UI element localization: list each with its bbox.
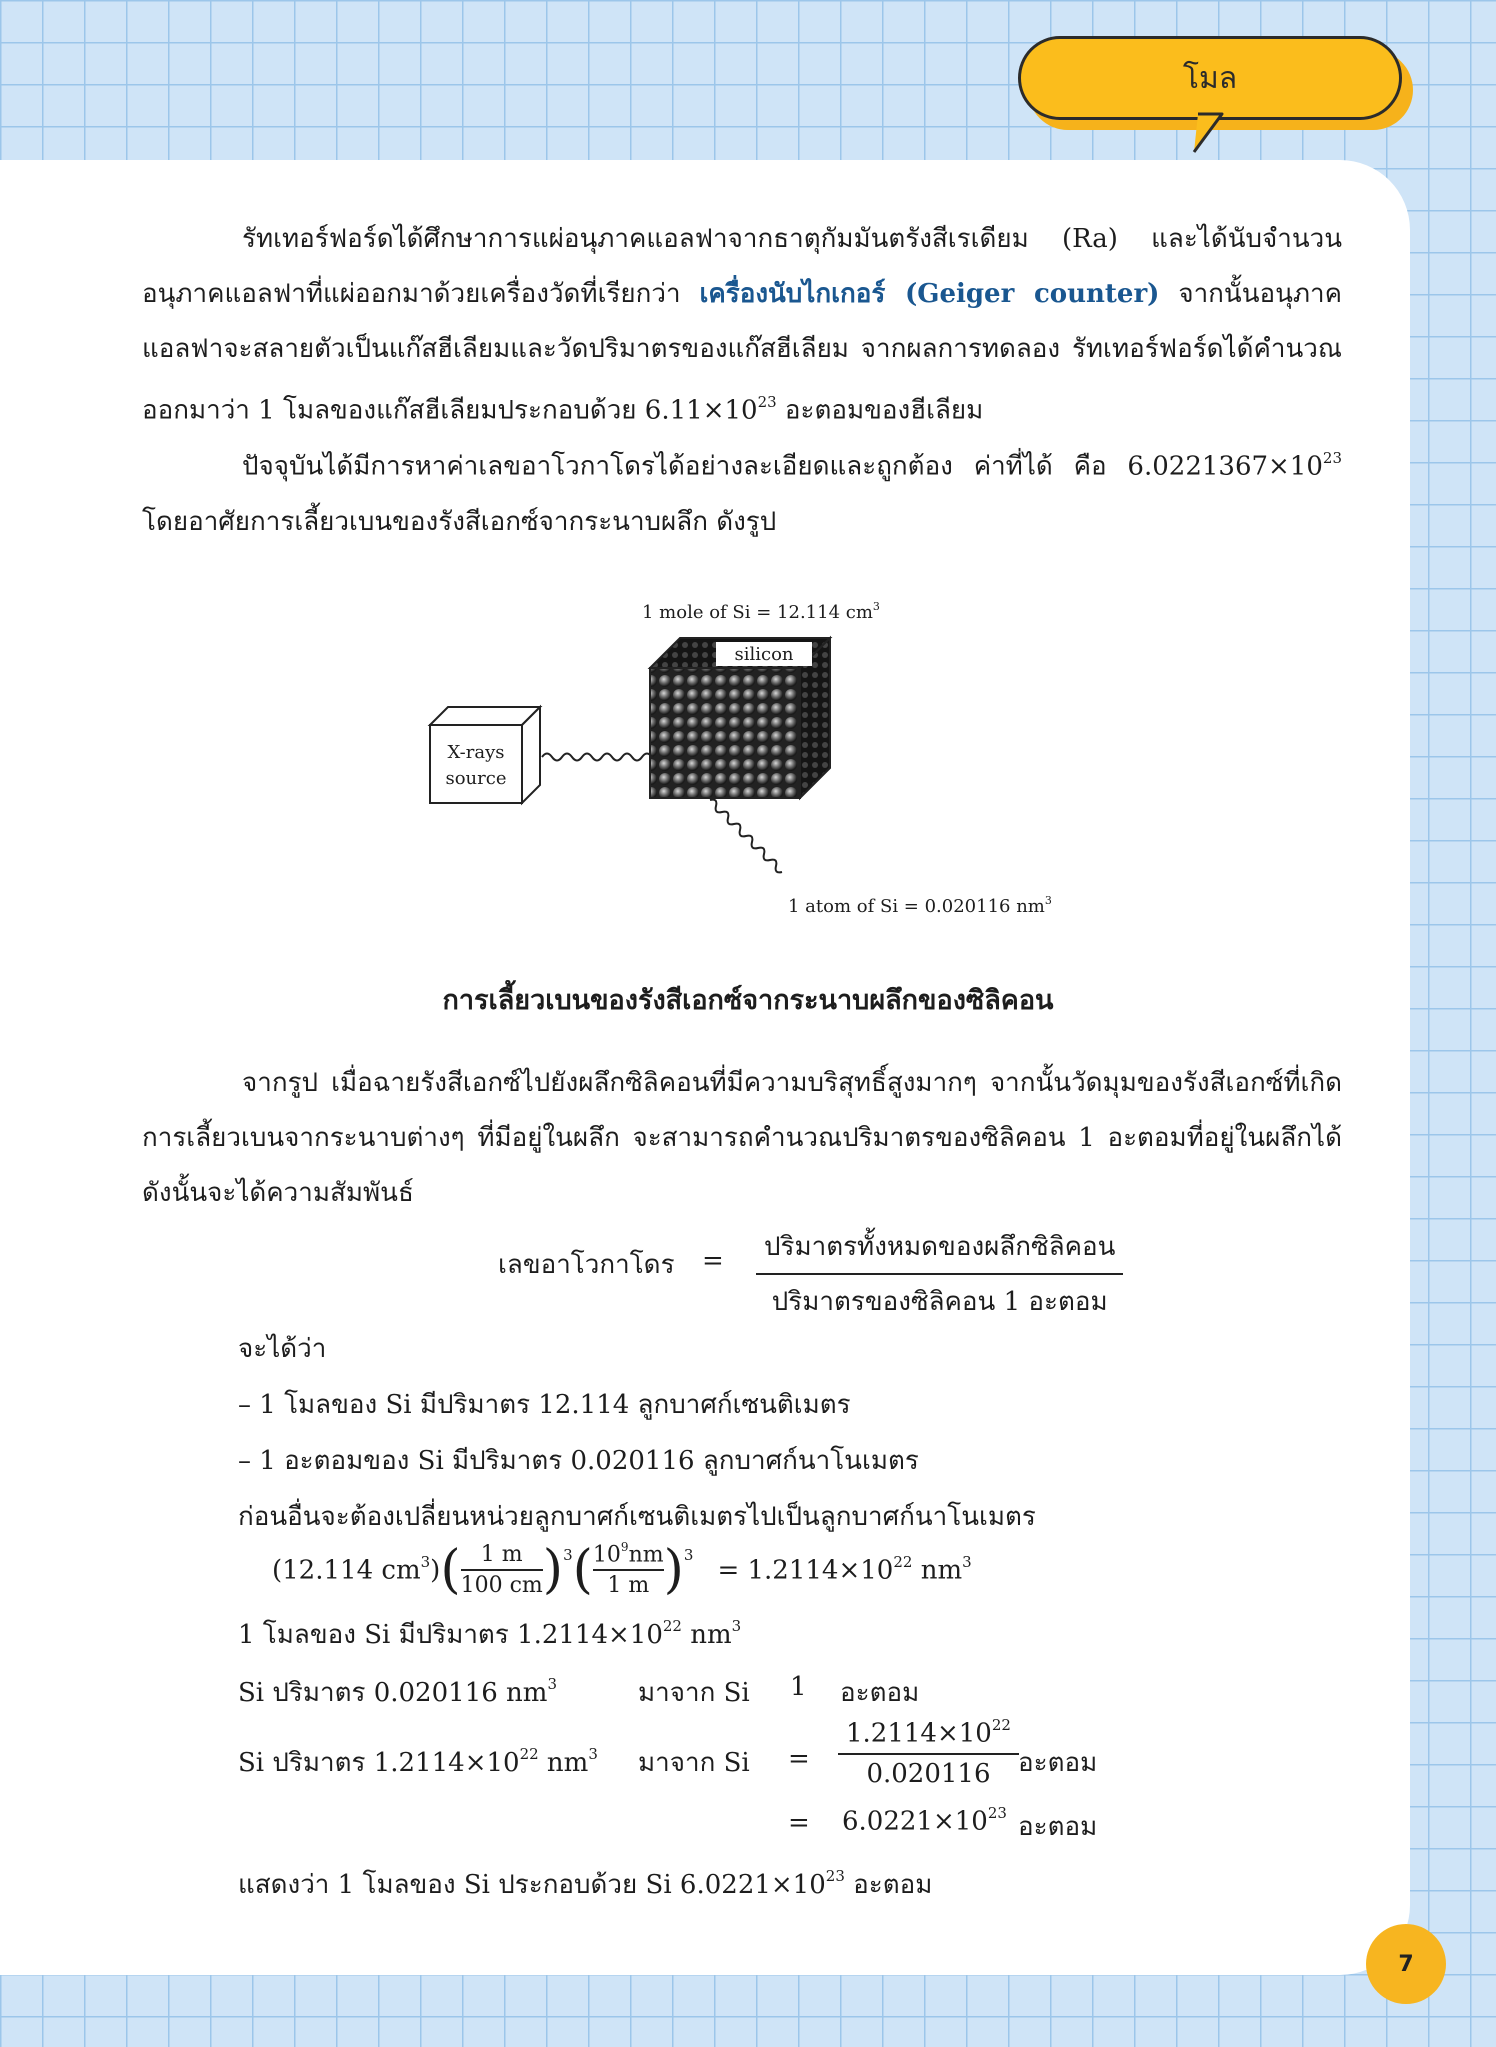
xray-diffraction-figure [420, 590, 1080, 930]
source-label-line1: X-rays [447, 742, 505, 763]
row1-left: Si ปริมาตร 0.020116 $nm^3$ [238, 1675, 557, 1708]
geiger-counter-term: เครื่องนับไกเกอร์ (Geiger counter) [699, 279, 1160, 309]
source-side-face [522, 707, 540, 803]
conclusion-line: แสดงว่า 1 โมลของ Si ประกอบด้วย Si $6.0221\times 10^{23}$ อะตอม [238, 1867, 933, 1900]
figure-caption: การเลี้ยวเบนของรังสีเอกซ์จากระนาบผลึกของซิลิคอน [442, 985, 1054, 1016]
xray-source-box [430, 725, 522, 803]
row1-from: มาจาก Si [638, 1678, 750, 1708]
chapter-tab-label: โมล [1182, 60, 1238, 96]
page-number-badge [1366, 1924, 1446, 2004]
division-denominator: 0.020116 [866, 1758, 991, 1789]
row2-from: มาจาก Si [638, 1748, 750, 1778]
bullet-mole-volume: – 1 โมลของ Si มีปริมาตร 12.114 ลูกบาศก์เซนติเมตร [238, 1390, 851, 1420]
incident-xray-wave [542, 754, 652, 761]
fraction-bar [756, 1273, 1123, 1275]
division-bar [838, 1753, 1019, 1755]
paren-open-icon: ( [440, 1539, 461, 1600]
paragraph-rutherford [142, 212, 1342, 439]
paren-close-icon: ) [663, 1539, 684, 1600]
mole-volume-label: 1 mole of Si = 12.114 $cm^3$ [642, 600, 880, 623]
diffraction-diagram [420, 590, 1080, 930]
unit-conversion-expression [272, 1539, 972, 1600]
p3-text: จากรูป เมื่อฉายรังสีเอกซ์ไปยังผลึกซิลิคอนที่มีความบริสุทธิ์สูงมากๆ จากนั้นวัดมุมของรังสีเอกซ์ที่เกิดการเลี้ยวเบนจากระนาบต่างๆ ที่มีอยู่ในผลึก จะสามารถคำนวณปริมาตรของซิลิคอน 1 อะตอมที่อยู่ในผลึกได้ ดังนั้นจะได้ความสัมพันธ์ [142, 1068, 1342, 1208]
paragraph-avogadro [142, 433, 1342, 550]
diffracted-xray-wave [710, 800, 782, 873]
p2-text-a: ปัจจุบันได้มีการหาค่าเลขอาโวกาโดรได้อย่างละเอียดและถูกต้อง ค่าที่ได้ คือ 6.0221367×10 [242, 451, 1323, 482]
row2-left: Si ปริมาตร $1.2114\times 10^{22}$ $nm^3$ [238, 1745, 598, 1778]
factor-1-exponent: 3 [563, 1546, 573, 1564]
fraction-numerator: ปริมาตรทั้งหมดของผลึกซิลิคอน [764, 1232, 1116, 1262]
row1-value: 1 [790, 1672, 807, 1702]
conversion-factor-2: $10^9nm$ 1 m [592, 1540, 664, 1598]
fraction-denominator: ปริมาตรของซิลิคอน 1 อะตอม [771, 1287, 1108, 1317]
p2-text-b: โดยอาศัยการเลี้ยวเบนของรังสีเอกซ์จากระนาบผลึก ดังรูป [142, 506, 777, 537]
row1-unit: อะตอม [840, 1678, 920, 1708]
conversion-factor-1: 1 m 100 cm [460, 1542, 543, 1598]
paragraph-method [142, 1056, 1342, 1221]
source-label-line2: source [445, 768, 507, 789]
page-number: 7 [1398, 1951, 1414, 1977]
p2-exponent: 23 [1322, 449, 1342, 467]
avogadro-division [838, 1718, 1019, 1789]
row3-equals: = [788, 1808, 810, 1838]
row2-unit: อะตอม [1018, 1748, 1098, 1778]
atom-volume-label: 1 atom of Si = 0.020116 $nm^3$ [788, 894, 1052, 917]
so-label: จะได้ว่า [238, 1334, 327, 1364]
silicon-crystal-front [650, 668, 800, 798]
conv-volume: (12.114 $cm^3$) [272, 1552, 441, 1586]
p1-exponent: 23 [757, 393, 777, 411]
equation-equals: = [702, 1246, 724, 1276]
conversion-instruction: ก่อนอื่นจะต้องเปลี่ยนหน่วยลูกบาศก์เซนติเมตรไปเป็นลูกบาศก์นาโนเมตร [238, 1502, 1036, 1532]
row2-equals: = [788, 1744, 810, 1774]
paren-close-icon: ) [542, 1539, 564, 1600]
division-numerator: $1.2114\times 10^{22}$ [846, 1716, 1011, 1749]
row3-value: $6.0221\times 10^{23}$ [842, 1804, 1007, 1837]
silicon-label: silicon [734, 644, 794, 665]
mole-volume-nm3: 1 โมลของ Si มีปริมาตร $1.2114\times 10^{22}$ $nm^3$ [238, 1617, 742, 1650]
speech-tail-icon [1190, 110, 1260, 156]
p1-text-c: อะตอมของฮีเลียม [776, 395, 984, 426]
p1-text-a: รัทเทอร์ฟอร์ดได้ศึกษาการแผ่อนุภาคแอลฟาจากธาตุกัมมันตรังสีเรเดียม (Ra) และได้นับจำนวนอนุภาคแอลฟาที่แผ่ออกมาด้วยเครื่องวัดที่เรียกว่า [142, 224, 1342, 309]
p1-text-b: จากนั้นอนุภาคแอลฟาจะสลายตัวเป็นแก๊สฮีเลียมและวัดปริมาตรของแก๊สฮีเลียม จากผลการทดลอง รัทเทอร์ฟอร์ดได้คำนวณออกมาว่า 1 โมลของแก๊สฮีเลียมประกอบด้วย 6.11×10 [142, 279, 1342, 426]
avogadro-fraction [756, 1226, 1123, 1322]
row3-unit: อะตอม [1018, 1812, 1098, 1842]
factor-2-exponent: 3 [683, 1546, 694, 1564]
bullet-atom-volume: – 1 อะตอมของ Si มีปริมาตร 0.020116 ลูกบาศก์นาโนเมตร [238, 1446, 919, 1476]
paren-open-icon: ( [572, 1539, 593, 1600]
chapter-tab [1018, 36, 1402, 120]
conversion-result: = $1.2114\times 10^{22}$ $nm^3$ [717, 1552, 972, 1586]
equation-lhs: เลขอาโวกาโดร [498, 1250, 675, 1280]
